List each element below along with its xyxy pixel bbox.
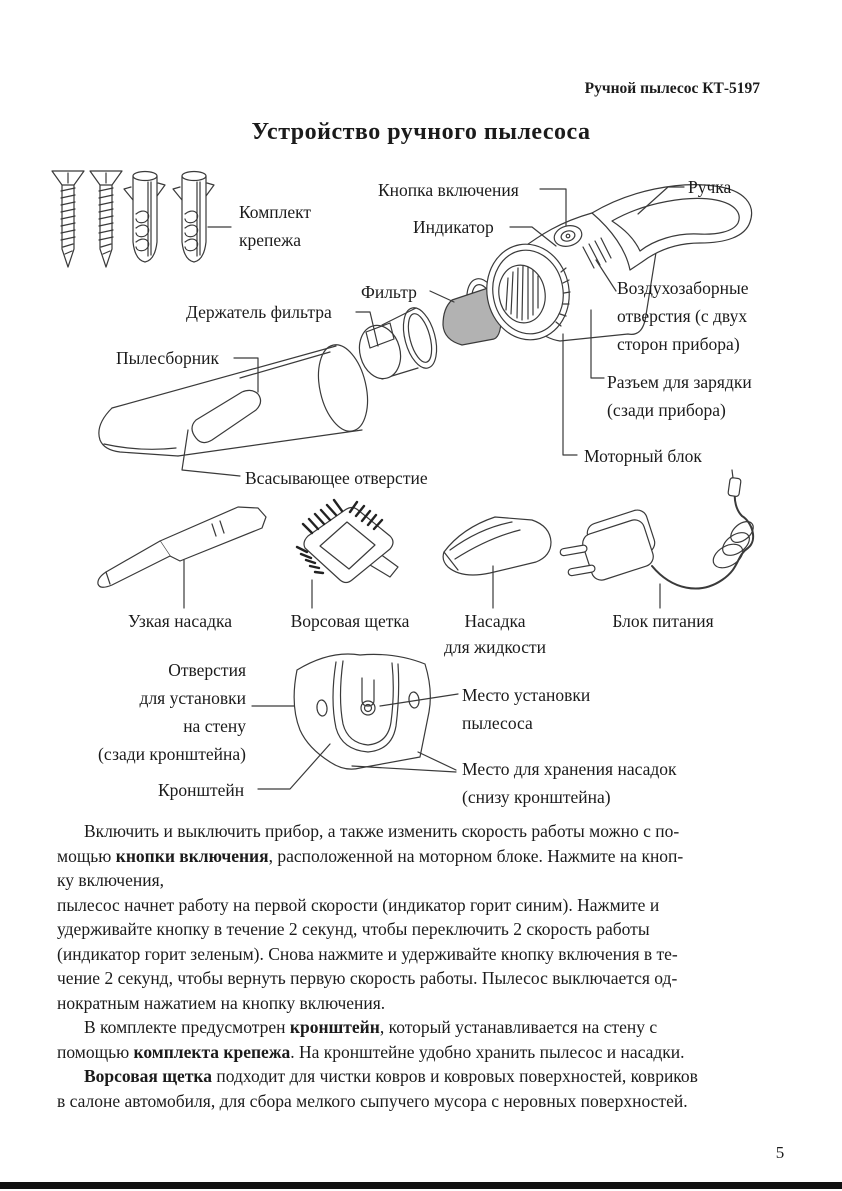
page-header: Ручной пылесос КТ-5197 bbox=[584, 80, 760, 97]
brush-drawing bbox=[297, 500, 398, 608]
power-adapter-drawing bbox=[560, 470, 757, 608]
label-crevice-nozzle: Узкая насадка bbox=[128, 611, 232, 631]
paragraph-line: мощью кнопки включения, расположенной на моторном блоке. Нажмите на кноп- bbox=[57, 845, 684, 866]
label-storage-place: Место для хранения насадок (снизу кронштейна) bbox=[462, 759, 677, 807]
label-mount-place: Место установки пылесоса bbox=[462, 685, 591, 733]
paragraph-line: Ворсовая щетка подходит для чистки ковров и ковровых поверхностей, ковриков bbox=[84, 1066, 698, 1086]
label-motor-unit: Моторный блок bbox=[584, 446, 702, 466]
paragraph-line: В комплекте предусмотрен кронштейн, который устанавливается на стену с bbox=[84, 1017, 658, 1037]
label-indicator: Индикатор bbox=[413, 217, 494, 237]
paragraph-line: ку включения, bbox=[57, 870, 165, 890]
paragraph-line: помощью комплекта крепежа. На кронштейне удобно хранить пылесос и насадки. bbox=[57, 1041, 685, 1062]
page-number: 5 bbox=[775, 1143, 785, 1162]
label-air-intake: Воздухозаборные отверстия (с двух сторон прибора) bbox=[617, 278, 749, 354]
paragraph-line: пылесос начнет работу на первой скорости (индикатор горит синим). Нажмите и bbox=[57, 894, 660, 915]
label-brush: Ворсовая щетка bbox=[290, 611, 410, 631]
label-filter: Фильтр bbox=[361, 282, 417, 302]
label-dust-container: Пылесборник bbox=[116, 348, 219, 368]
crevice-nozzle-drawing bbox=[98, 507, 266, 608]
label-mounting-kit: Комплект крепежа bbox=[239, 202, 312, 250]
label-suction-opening: Всасывающее отверстие bbox=[245, 468, 428, 488]
label-filter-holder: Держатель фильтра bbox=[186, 302, 332, 322]
liquid-nozzle-drawing bbox=[443, 517, 551, 608]
paragraph-line: чение 2 секунд, чтобы вернуть первую скорость работы. Пылесос выключается од- bbox=[57, 968, 678, 988]
wall-bracket-drawing bbox=[252, 654, 458, 789]
label-handle: Ручка bbox=[688, 177, 732, 197]
label-liquid-nozzle: Насадка для жидкости bbox=[443, 611, 546, 657]
label-power-adapter: Блок питания bbox=[612, 611, 714, 631]
page-title: Устройство ручного пылесоса bbox=[251, 119, 591, 145]
footer-rule bbox=[0, 1182, 842, 1189]
paragraph-line: удерживайте кнопку в течение 2 секунд, чтобы переключить 2 скорость работы bbox=[57, 919, 650, 939]
label-bracket: Кронштейн bbox=[158, 780, 245, 800]
paragraph-line: нократным нажатием на кнопку включения. bbox=[57, 992, 386, 1013]
paragraph-line: (индикатор горит зеленым). Снова нажмите и удерживайте кнопку включения в те- bbox=[57, 943, 678, 964]
paragraph-line: Включить и выключить прибор, а также изменить скорость работы можно с по- bbox=[84, 821, 680, 841]
paragraph-line: в салоне автомобиля, для сбора мелкого сыпучего мусора с неровных поверхностей. bbox=[57, 1090, 688, 1111]
body-text bbox=[57, 819, 789, 1113]
filter-holder-drawing bbox=[354, 304, 443, 383]
mounting-kit-drawing bbox=[52, 171, 231, 267]
label-power-button: Кнопка включения bbox=[378, 180, 519, 200]
label-charge-port: Разъем для зарядки (сзади прибора) bbox=[607, 372, 752, 420]
label-wall-holes: Отверстия для установки на стену (сзади кронштейна) bbox=[98, 660, 246, 764]
